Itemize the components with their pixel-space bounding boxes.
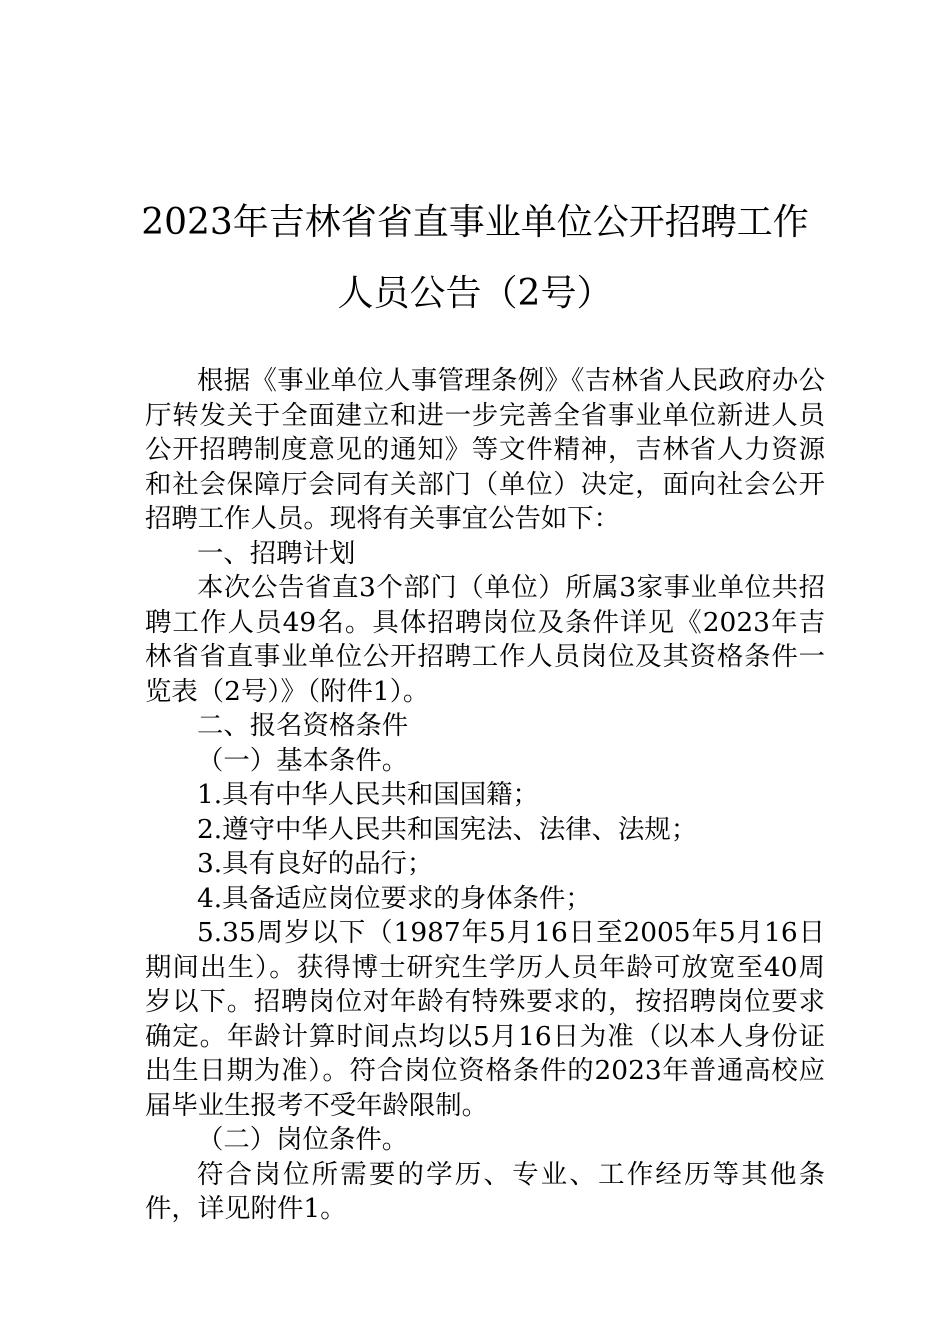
document-title-line-1: 2023年吉林省省直事业单位公开招聘工作: [141, 202, 809, 243]
condition-item-2: 2.遵守中华人民共和国宪法、法律、法规；: [197, 813, 698, 845]
condition-item-1: 1.具有中华人民共和国国籍；: [197, 779, 539, 810]
condition-item-4: 4.具备适应岗位要求的身体条件；: [197, 882, 592, 914]
document-body: [145, 364, 825, 1227]
intro-paragraph: 根据《事业单位人事管理条例》《吉林省人民政府办公厅转发关于全面建立和进一步完善全省事业单位新进人员公开招聘制度意见的通知》等文件精神，吉林省人力资源和社会保障厅会同有关部门（单位）决定，面向社会公开招聘工作人员。现将有关事宜公告如下：: [145, 365, 825, 534]
condition-item-5: 5.35周岁以下（1987年5月16日至2005年5月16日期间出生）。获得博士研究生学历人员年龄可放宽至40周岁以下。招聘岗位对年龄有特殊要求的，按招聘岗位要求确定。年龄计算时间点均以5月16日为准（以本人身份证出生日期为准）。符合岗位资格条件的2023年普通高校应届毕业生报考不受年龄限制。: [145, 917, 825, 1121]
document-title-line-2: 人员公告（2号）: [337, 273, 613, 314]
subsection-heading-basic-conditions: （一）基本条件。: [197, 744, 409, 776]
post-conditions-paragraph: 符合岗位所需要的学历、专业、工作经历等其他条件，详见附件1。: [145, 1158, 825, 1224]
recruitment-plan-paragraph: 本次公告省直3个部门（单位）所属3家事业单位共招聘工作人员49名。具体招聘岗位及条件详见《2023年吉林省省直事业单位公开招聘工作人员岗位及其资格条件一览表（2号）》（附件1）。: [145, 572, 825, 707]
subsection-heading-post-conditions: （二）岗位条件。: [197, 1124, 409, 1155]
section-heading-eligibility: 二、报名资格条件: [197, 710, 409, 741]
condition-item-3: 3.具有良好的品行；: [197, 848, 434, 879]
section-heading-recruitment-plan: 一、招聘计划: [197, 537, 356, 569]
